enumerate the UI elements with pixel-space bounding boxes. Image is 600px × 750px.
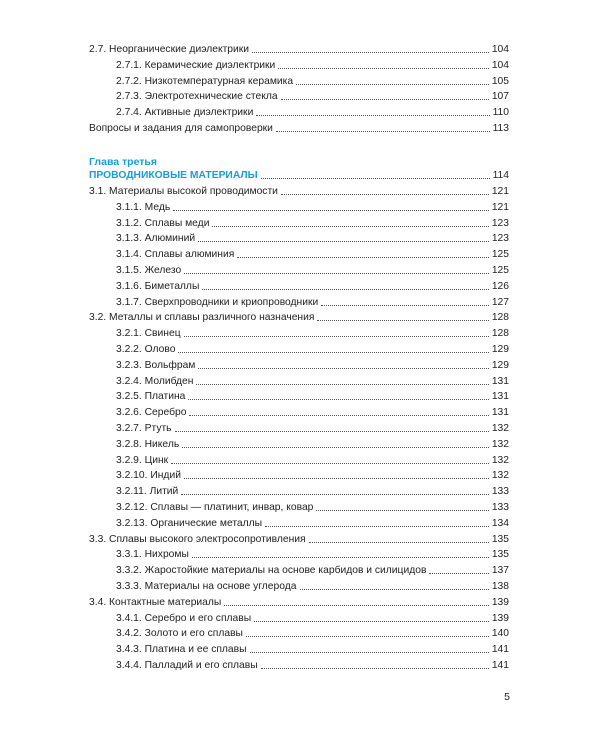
toc-entry[interactable] xyxy=(116,60,509,72)
toc-entry[interactable] xyxy=(116,218,509,230)
toc-entry[interactable] xyxy=(116,328,509,340)
toc-entry-label: 2.7.3. Электротехнические стекла xyxy=(116,91,278,103)
dot-leader xyxy=(429,573,488,574)
toc-entry-page: 129 xyxy=(491,344,509,355)
chapter-kicker: Глава третья xyxy=(89,156,157,168)
dot-leader xyxy=(196,384,488,385)
toc-entry[interactable] xyxy=(116,470,509,482)
toc-entry-label: 3.2.3. Вольфрам xyxy=(116,359,196,371)
toc-entry[interactable] xyxy=(89,534,509,546)
toc-entry-label: 3.1.1. Медь xyxy=(116,201,171,213)
toc-entry[interactable] xyxy=(116,233,509,245)
toc-entry[interactable] xyxy=(116,376,509,388)
dot-leader xyxy=(261,668,489,669)
dot-leader xyxy=(173,210,489,211)
toc-entry[interactable] xyxy=(116,581,509,593)
toc-entry[interactable] xyxy=(116,628,509,640)
chapter-title-row[interactable] xyxy=(89,170,509,182)
toc-entry-label: 3.2.6. Серебро xyxy=(116,407,187,419)
toc-entry-page: 123 xyxy=(491,217,509,229)
toc-entry-page: 131 xyxy=(491,391,509,403)
toc-entry-label: 3.1.7. Сверхпроводники и криопроводники xyxy=(116,296,319,308)
toc-entry[interactable] xyxy=(89,123,509,135)
toc-entry-label: 2.7. Неорганические диэлектрики xyxy=(89,44,250,55)
toc-entry-label: 3.2.13. Органические металлы xyxy=(116,517,263,529)
toc-entry-page: 121 xyxy=(491,186,509,197)
toc-entry-page: 123 xyxy=(491,233,509,245)
toc-entry[interactable] xyxy=(89,186,509,198)
toc-entry-label: 3.2.5. Платина xyxy=(116,391,186,403)
dot-leader xyxy=(296,84,489,85)
dot-leader xyxy=(246,636,489,637)
toc-entry-page: 132 xyxy=(491,423,509,434)
dot-leader xyxy=(265,526,489,527)
toc-entry[interactable] xyxy=(116,76,509,88)
toc-entry-label: 3.4.2. Золото и его сплавы xyxy=(116,628,243,640)
dot-leader xyxy=(281,99,489,100)
toc-entry-label: 3.1.6. Биметаллы xyxy=(116,280,200,292)
dot-leader xyxy=(261,178,490,179)
toc-entry-page: 133 xyxy=(491,502,509,513)
toc-entry-label: 3.2. Металлы и сплавы различного назначения xyxy=(89,312,315,324)
toc-entry-label: 3.1.4. Сплавы алюминия xyxy=(116,249,235,261)
dot-leader xyxy=(250,652,489,653)
toc-entry[interactable] xyxy=(116,439,509,451)
dot-leader xyxy=(189,415,488,416)
toc-entry[interactable] xyxy=(116,202,509,214)
toc-entry-page: 131 xyxy=(491,375,509,387)
toc-entry-label: 3.2.10. Индий xyxy=(116,470,181,482)
toc-entry[interactable] xyxy=(116,91,509,103)
toc-entry-page: 126 xyxy=(491,280,509,292)
dot-leader xyxy=(317,320,488,321)
toc-entry-label: 3.2.8. Никель xyxy=(116,438,180,450)
toc-entry-label: 3.2.9. Цинк xyxy=(116,454,169,466)
toc-entry[interactable] xyxy=(116,344,509,356)
toc-entry-label: 3.4.1. Серебро и его сплавы xyxy=(116,612,252,624)
dot-leader xyxy=(198,368,488,369)
toc-entry[interactable] xyxy=(89,597,509,609)
toc-entry-page: 128 xyxy=(491,312,509,324)
toc-entry-label: 3.4.3. Платина и ее сплавы xyxy=(116,644,247,656)
dot-leader xyxy=(276,131,490,132)
dot-leader xyxy=(212,226,488,227)
toc-entry[interactable] xyxy=(116,281,509,293)
dot-leader xyxy=(171,463,489,464)
toc-entry[interactable] xyxy=(116,423,509,435)
dot-leader xyxy=(300,589,489,590)
dot-leader xyxy=(198,241,489,242)
toc-entry[interactable] xyxy=(116,107,509,119)
toc-entry[interactable] xyxy=(116,518,509,530)
toc-entry-label: 3.3.3. Материалы на основе углерода xyxy=(116,581,297,592)
toc-entry-label: 3.1.3. Алюминий xyxy=(116,233,196,245)
dot-leader xyxy=(175,431,489,432)
chapter-title: ПРОВОДНИКОВЫЕ МАТЕРИАЛЫ xyxy=(89,170,258,181)
toc-entry-page: 137 xyxy=(491,565,509,577)
toc-entry-page: 135 xyxy=(491,533,509,545)
toc-entry[interactable] xyxy=(116,249,509,261)
toc-entry-label: 3.2.7. Ртуть xyxy=(116,423,172,434)
toc-entry[interactable] xyxy=(116,549,509,561)
dot-leader xyxy=(237,257,489,258)
toc-entry[interactable] xyxy=(116,360,509,372)
toc-entry-page: 107 xyxy=(491,91,509,103)
dot-leader xyxy=(224,605,489,606)
toc-entry-page: 131 xyxy=(491,407,509,419)
toc-entry-label: 3.2.2. Олово xyxy=(116,344,176,355)
dot-leader xyxy=(184,273,489,274)
toc-entry-page: 132 xyxy=(491,438,509,450)
dot-leader xyxy=(254,621,489,622)
toc-entry-label: 3.2.1. Свинец xyxy=(116,328,181,340)
toc-entry[interactable] xyxy=(116,502,509,514)
toc-entry[interactable] xyxy=(116,660,509,672)
toc-entry[interactable] xyxy=(116,297,509,309)
toc-entry-page: 104 xyxy=(491,59,509,71)
page-number: 5 xyxy=(504,691,510,703)
toc-entry[interactable] xyxy=(116,391,509,403)
dot-leader xyxy=(192,557,489,558)
toc-entry-page: 125 xyxy=(491,249,509,261)
dot-leader xyxy=(256,115,489,116)
toc-entry-label: 3.2.12. Сплавы — платинит, инвар, ковар xyxy=(116,502,314,513)
dot-leader xyxy=(252,52,489,53)
toc-entry-label: 3.4. Контактные материалы xyxy=(89,596,222,608)
toc-entry-label: 3.2.4. Молибден xyxy=(116,375,194,387)
toc-entry-label: 3.1.5. Железо xyxy=(116,265,182,276)
toc-entry-label: 2.7.4. Активные диэлектрики xyxy=(116,107,254,119)
toc-entry-label: Вопросы и задания для самопроверки xyxy=(89,123,273,134)
toc-entry[interactable] xyxy=(89,312,509,324)
dot-leader xyxy=(278,68,489,69)
toc-entry-label: 3.3. Сплавы высокого электросопротивления xyxy=(89,533,306,545)
toc-entry-page: 138 xyxy=(491,581,509,592)
toc-entry-page: 132 xyxy=(491,470,509,482)
toc-entry[interactable] xyxy=(89,44,509,56)
toc-entry-page: 139 xyxy=(491,596,509,608)
toc-entry[interactable] xyxy=(116,407,509,419)
toc-entry-page: 132 xyxy=(491,454,509,466)
toc-entry-page: 141 xyxy=(491,660,509,671)
toc-entry-page: 139 xyxy=(491,612,509,624)
toc-entry-page: 113 xyxy=(492,123,509,134)
toc-entry[interactable] xyxy=(116,613,509,625)
toc-entry-label: 3.2.11. Литий xyxy=(116,486,179,498)
dot-leader xyxy=(178,352,488,353)
toc-entry[interactable] xyxy=(116,265,509,277)
dot-leader xyxy=(181,494,488,495)
toc-entry-page: 141 xyxy=(491,644,509,656)
toc-entry-page: 128 xyxy=(491,328,509,340)
dot-leader xyxy=(188,399,488,400)
toc-entry-page: 121 xyxy=(491,201,509,213)
dot-leader xyxy=(309,542,489,543)
toc-entry-page: 104 xyxy=(491,44,509,55)
toc-entry-page: 110 xyxy=(492,107,509,119)
dot-leader xyxy=(316,510,488,511)
dot-leader xyxy=(184,336,489,337)
toc-entry[interactable] xyxy=(116,486,509,498)
toc-entry-page: 140 xyxy=(491,628,509,640)
dot-leader xyxy=(202,289,488,290)
toc-entry[interactable] xyxy=(116,565,509,577)
toc-entry-label: 3.4.4. Палладий и его сплавы xyxy=(116,660,258,671)
toc-entry-label: 3.1. Материалы высокой проводимости xyxy=(89,186,278,197)
toc-entry-page: 127 xyxy=(491,296,509,308)
toc-entry-page: 133 xyxy=(491,486,509,498)
chapter-page-number: 114 xyxy=(492,170,509,181)
dot-leader xyxy=(184,478,489,479)
toc-entry-label: 2.7.2. Низкотемпературная керамика xyxy=(116,75,294,87)
dot-leader xyxy=(182,447,489,448)
toc-entry-label: 3.3.1. Нихромы xyxy=(116,549,189,561)
dot-leader xyxy=(281,194,489,195)
toc-entry-label: 3.1.2. Сплавы меди xyxy=(116,217,210,229)
toc-entry-page: 129 xyxy=(491,359,509,371)
toc-entry-page: 135 xyxy=(491,549,509,561)
toc-entry[interactable] xyxy=(116,644,509,656)
toc-entry-page: 105 xyxy=(491,75,509,87)
toc-entry[interactable] xyxy=(116,455,509,467)
toc-entry-page: 134 xyxy=(491,517,509,529)
dot-leader xyxy=(321,305,489,306)
toc-entry-page: 125 xyxy=(491,265,509,276)
toc-entry-label: 2.7.1. Керамические диэлектрики xyxy=(116,59,276,71)
toc-entry-label: 3.3.2. Жаростойкие материалы на основе карбидов и силицидов xyxy=(116,565,427,577)
